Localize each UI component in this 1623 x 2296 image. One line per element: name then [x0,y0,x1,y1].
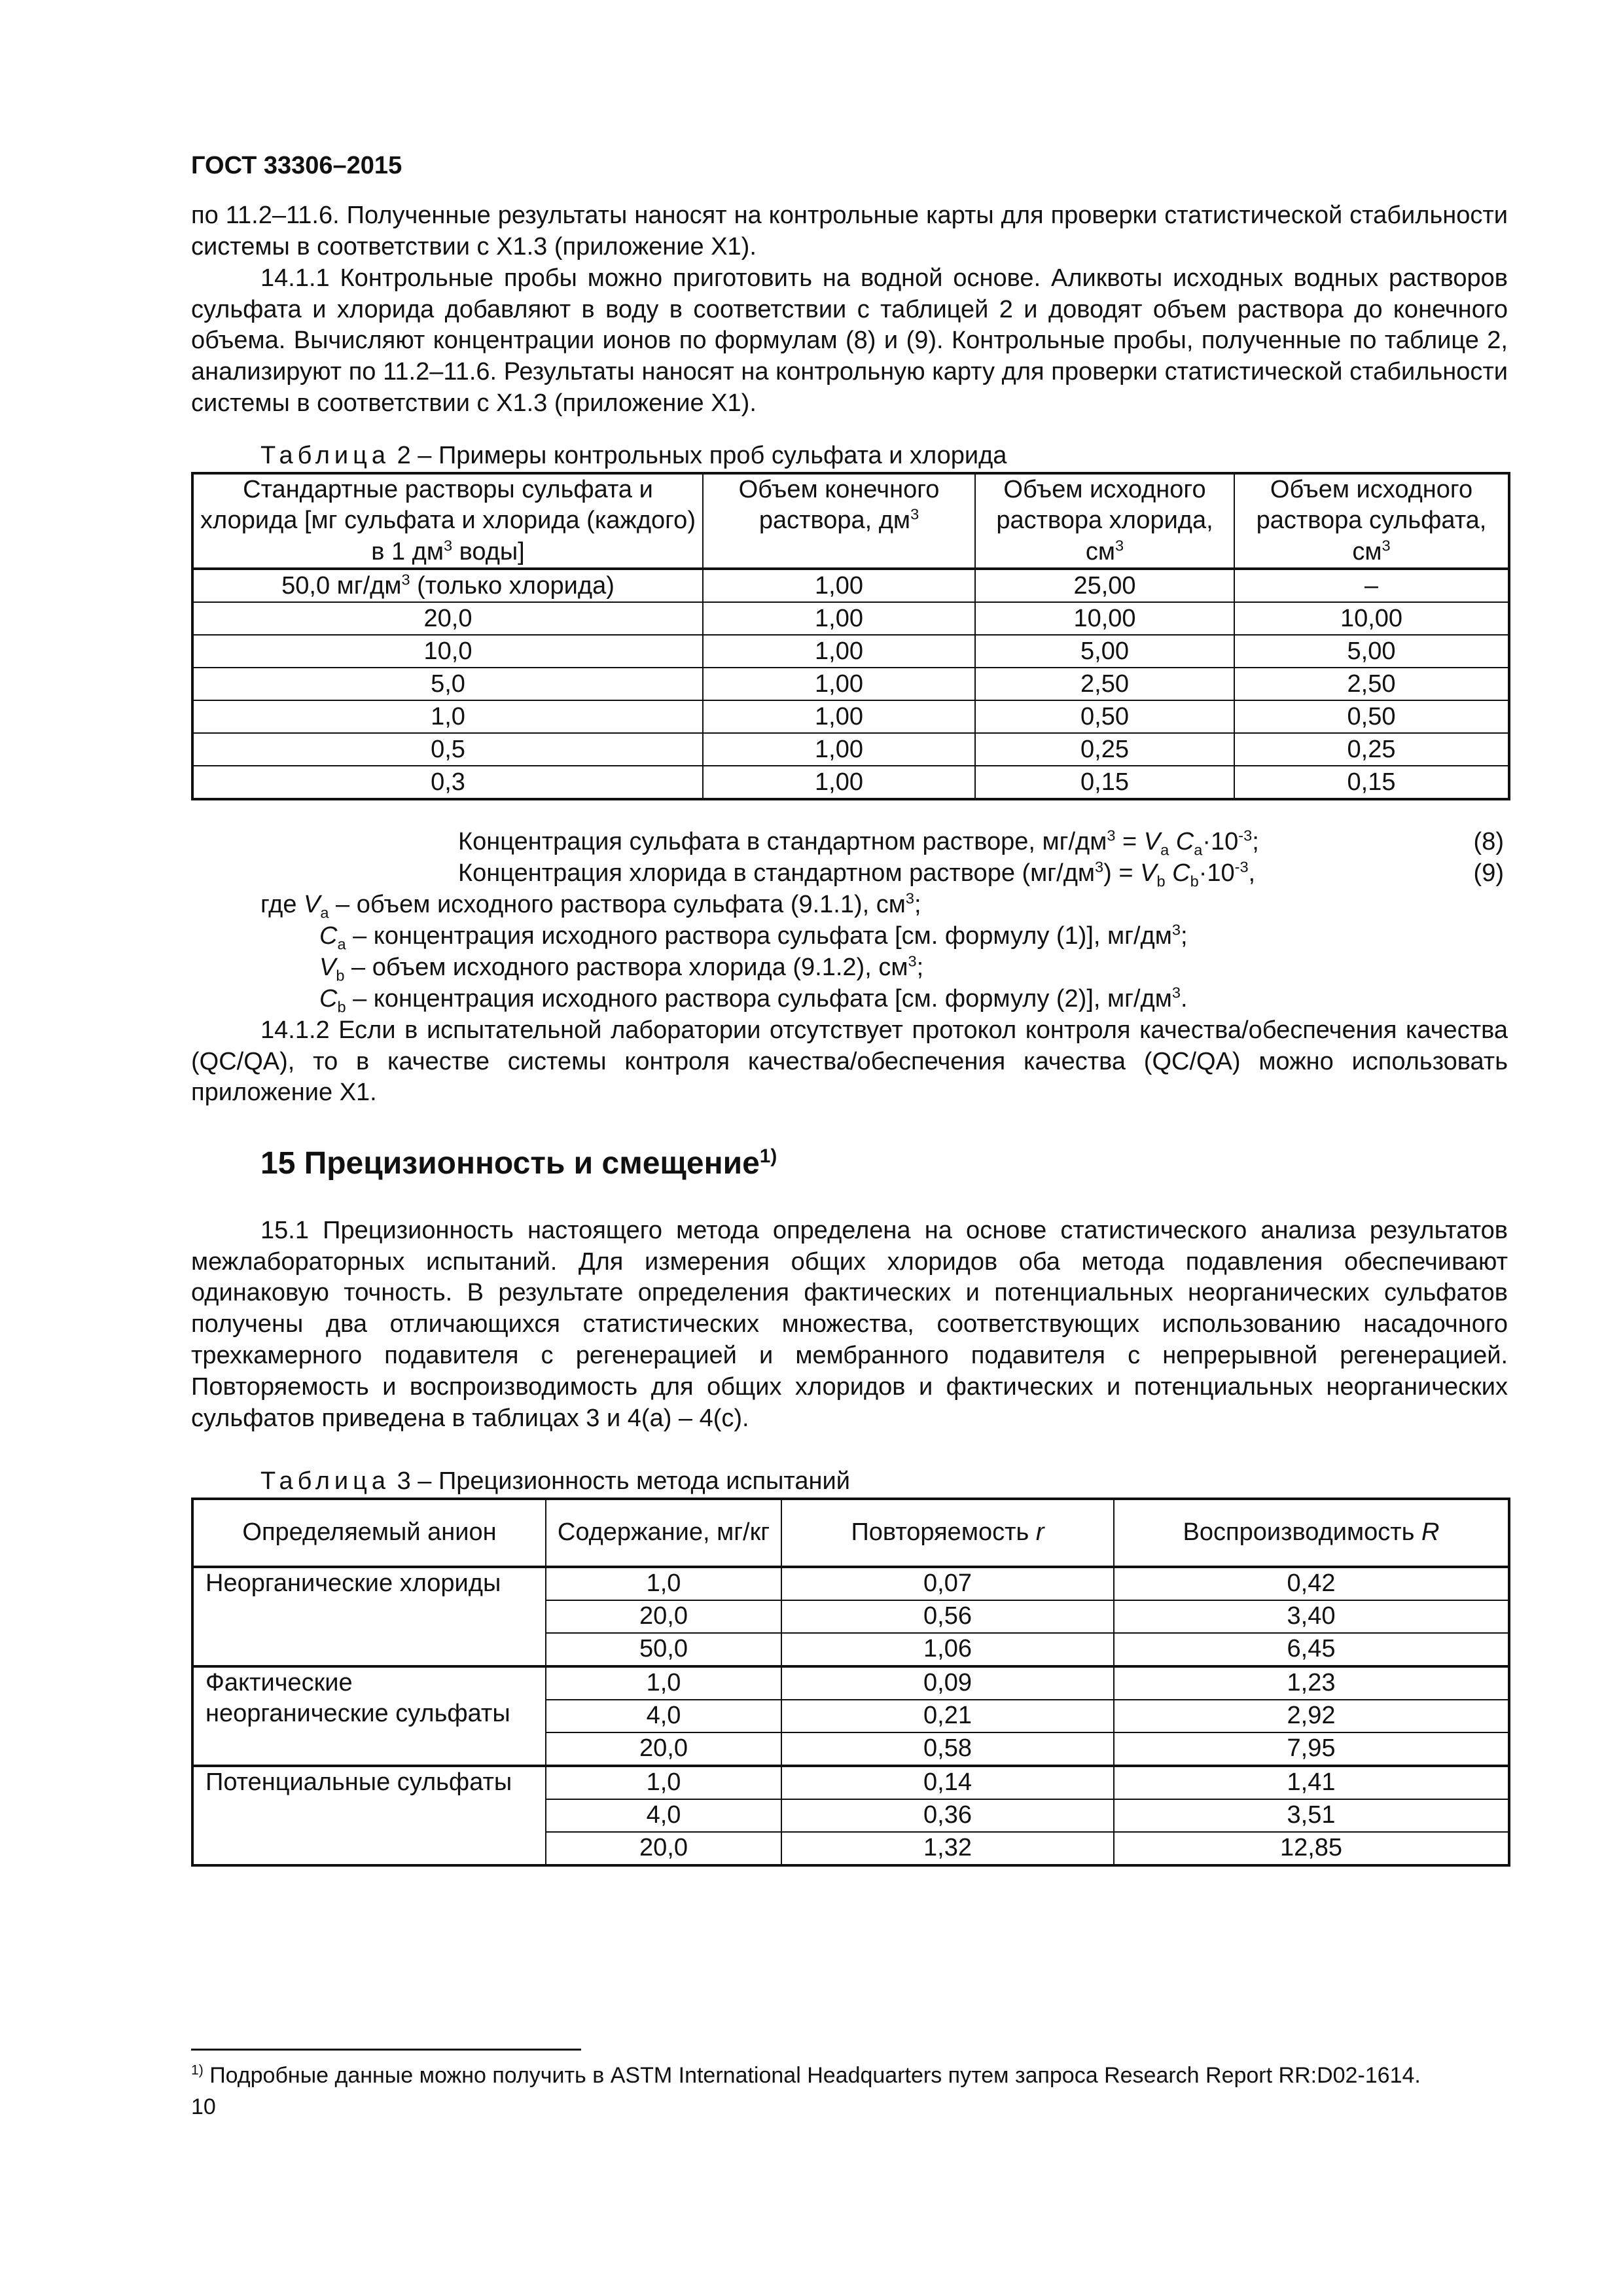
table-cell: 12,85 [1114,1832,1509,1865]
table2-header-standard-solutions: Стандартные растворы сульфата и хлорида [мг сульфата и хлорида (каждого) в 1 $дм^3$ воды] [192,473,703,569]
table-cell: 5,00 [975,635,1234,668]
table-cell: 0,25 [975,733,1234,766]
standard-header: ГОСТ 33306–2015 [191,152,402,179]
table-row [192,733,1509,766]
table-cell: 1,00 [703,569,975,602]
table-cell: 1,00 [703,602,975,635]
document-page [191,151,1508,1867]
table-cell: 3,51 [1114,1799,1509,1832]
table3-header-row [192,1499,1509,1567]
table-cell: 20,0 [546,1832,781,1865]
table-cell: 0,15 [1234,766,1509,799]
formula-8: Концентрация сульфата в стандартном растворе, $мг/дм^3 = V_a$ $C_a\cdot 10^{-3}$; (8) [191,827,1508,858]
table3-caption-text: 3 – Прецизионность метода испытаний [397,1467,850,1495]
where-vb: $V_b$ – объем исходного раствора хлорида (9.1.2), $см^3$; [319,952,924,984]
table-row [192,1567,1509,1600]
table-row [192,1766,1509,1799]
table-row [192,635,1509,668]
table-cell: 10,0 [192,635,703,668]
table2 [191,472,1510,801]
table-cell: 1,0 [546,1567,781,1600]
table-cell: 0,56 [781,1600,1114,1633]
table-cell: 50,0 $мг/дм^3$ (только хлорида) [192,569,703,602]
where-cb: $C_b$ – концентрация исходного раствора сульфата [см. формулу (2)], $мг/дм^3$. [319,984,1188,1016]
table-cell: 1,00 [703,733,975,766]
footnote-divider [191,2049,581,2051]
table-cell: 4,0 [546,1799,781,1832]
table3-header-anion: Определяемый анион [192,1499,546,1567]
table3-caption-word: Таблица [260,1467,390,1495]
table-cell: 1,00 [703,700,975,733]
table-cell: 0,5 [192,733,703,766]
table2-caption-text: 2 – Примеры контрольных проб сульфата и хлорида [397,442,1007,469]
table-cell: 3,40 [1114,1600,1509,1633]
table2-header-sulfate-volume: Объем исходного раствора сульфата, $см^3$ [1234,473,1509,569]
table-row [192,668,1509,700]
table-cell: 0,36 [781,1799,1114,1832]
table-cell: 0,14 [781,1766,1114,1799]
table-cell: 25,00 [975,569,1234,602]
table-cell: 20,0 [546,1732,781,1766]
table-cell: 0,21 [781,1700,1114,1732]
table3-anion-cell: Неорганические хлориды [192,1567,546,1666]
table-cell: 0,09 [781,1666,1114,1700]
table-cell: 50,0 [546,1633,781,1666]
footnote: $^{1)}$ Подробные данные можно получить в ASTM International Headquarters путем запроса Research Report RR:D02-1614. [191,2062,1421,2088]
table-cell: 5,00 [1234,635,1509,668]
page-number: 10 [191,2094,216,2119]
table-row [192,569,1509,602]
paragraph-14-1-2: 14.1.2 Если в испытательной лаборатории отсутствует протокол контроля качества/обеспечения качества (QC/QA), то в качестве системы контроля качества/обеспечения качества (QC/QA) можно использовать приложение X1. [191,1016,1508,1107]
table-cell: 0,50 [975,700,1234,733]
table2-caption-word: Таблица [260,442,390,469]
table-row [192,766,1509,799]
table-cell: 0,42 [1114,1567,1509,1600]
formula-9: Концентрация хлорида в стандартном растворе $(мг/дм^3) = V_b$ $C_b\cdot 10^{-3}$, (9) [191,858,1508,889]
intro-paragraph: по 11.2–11.6. Полученные результаты наносят на контрольные карты для проверки статистической стабильности системы в соответствии с X1.3 (приложение X1). [191,201,1508,260]
table3-header-content: Содержание, мг/кг [546,1499,781,1567]
table-cell: 4,0 [546,1700,781,1732]
table3-header-reproducibility: Воспроизводимость R [1114,1499,1509,1567]
table-cell: 2,50 [975,668,1234,700]
table-cell: 20,0 [546,1600,781,1633]
table-cell: 1,06 [781,1633,1114,1666]
table-cell: 0,50 [1234,700,1509,733]
table-cell: 1,00 [703,766,975,799]
table-cell: 6,45 [1114,1633,1509,1666]
table-cell: 0,58 [781,1732,1114,1766]
table-cell: 0,25 [1234,733,1509,766]
paragraph-14-1-1: 14.1.1 Контрольные пробы можно приготовить на водной основе. Аликвоты исходных водных растворов сульфата и хлорида добавляют в воду в соответствии с таблицей 2 и доводят объем раствора до конечного объема. Вычисляют концентрации ионов по формулам (8) и (9). Контрольные пробы, полученные по таблице 2, анализируют по 11.2–11.6. Результаты наносят на контрольную карту для проверки статистической стабильности системы в соответствии с X1.3 (приложение X1). [191,264,1508,418]
table3 [191,1498,1510,1867]
table3-header-repeatability: Повторяемость r [781,1499,1114,1567]
table-cell: 0,07 [781,1567,1114,1600]
table-cell: 2,92 [1114,1700,1509,1732]
table3-anion-cell: Потенциальные сульфаты [192,1766,546,1865]
table3-caption [191,1466,1508,1498]
table-cell: 1,00 [703,668,975,700]
table-cell: 5,0 [192,668,703,700]
table-cell: – [1234,569,1509,602]
paragraph-15-1: 15.1 Прецизионность настоящего метода определена на основе статистического анализа результатов межлабораторных испытаний. Для измерения общих хлоридов оба метода подавления обеспечивают одинаковую точность. В результате определения фактических и потенциальных неорганических сульфатов получены два отличающихся статистических множества, соответствующих использованию насадочного трехкамерного подавителя с регенерацией и мембранного подавителя с непрерывной регенерацией. Повторяемость и воспроизводимость для общих хлоридов и фактических и потенциальных неорганических сульфатов приведена в таблицах 3 и 4(a) – 4(c). [191,1216,1508,1432]
table-cell: 0,3 [192,766,703,799]
table-cell: 2,50 [1234,668,1509,700]
table-cell: 1,0 [192,700,703,733]
table-cell: 1,00 [703,635,975,668]
table2-header-row [192,473,1509,569]
table2-header-final-volume: Объем конечного раствора, $дм^3$ [703,473,975,569]
table-row [192,602,1509,635]
formula-8-number: (8) [1473,828,1504,856]
table-row [192,1666,1509,1700]
where-va: где $V_a$ – объем исходного раствора сульфата (9.1.1), $см^3$; [260,889,921,922]
table-row [192,700,1509,733]
table2-caption [191,440,1508,472]
table-cell: 10,00 [975,602,1234,635]
table-cell: 1,32 [781,1832,1114,1865]
section-15-heading: 15 Прецизионность и смещение$^{1)}$ [260,1145,777,1181]
table-cell: 1,0 [546,1666,781,1700]
table-cell: 1,0 [546,1766,781,1799]
table-cell: 1,41 [1114,1766,1509,1799]
table-cell: 10,00 [1234,602,1509,635]
table-cell: 7,95 [1114,1732,1509,1766]
table-cell: 1,23 [1114,1666,1509,1700]
table-cell: 0,15 [975,766,1234,799]
where-ca: $C_a$ – концентрация исходного раствора сульфата [см. формулу (1)], $мг/дм^3$; [319,921,1188,953]
table-cell: 20,0 [192,602,703,635]
formula-9-number: (9) [1473,859,1504,888]
table3-anion-cell: Фактические неорганические сульфаты [192,1666,546,1766]
table2-header-chloride-volume: Объем исходного раствора хлорида, $см^3$ [975,473,1234,569]
